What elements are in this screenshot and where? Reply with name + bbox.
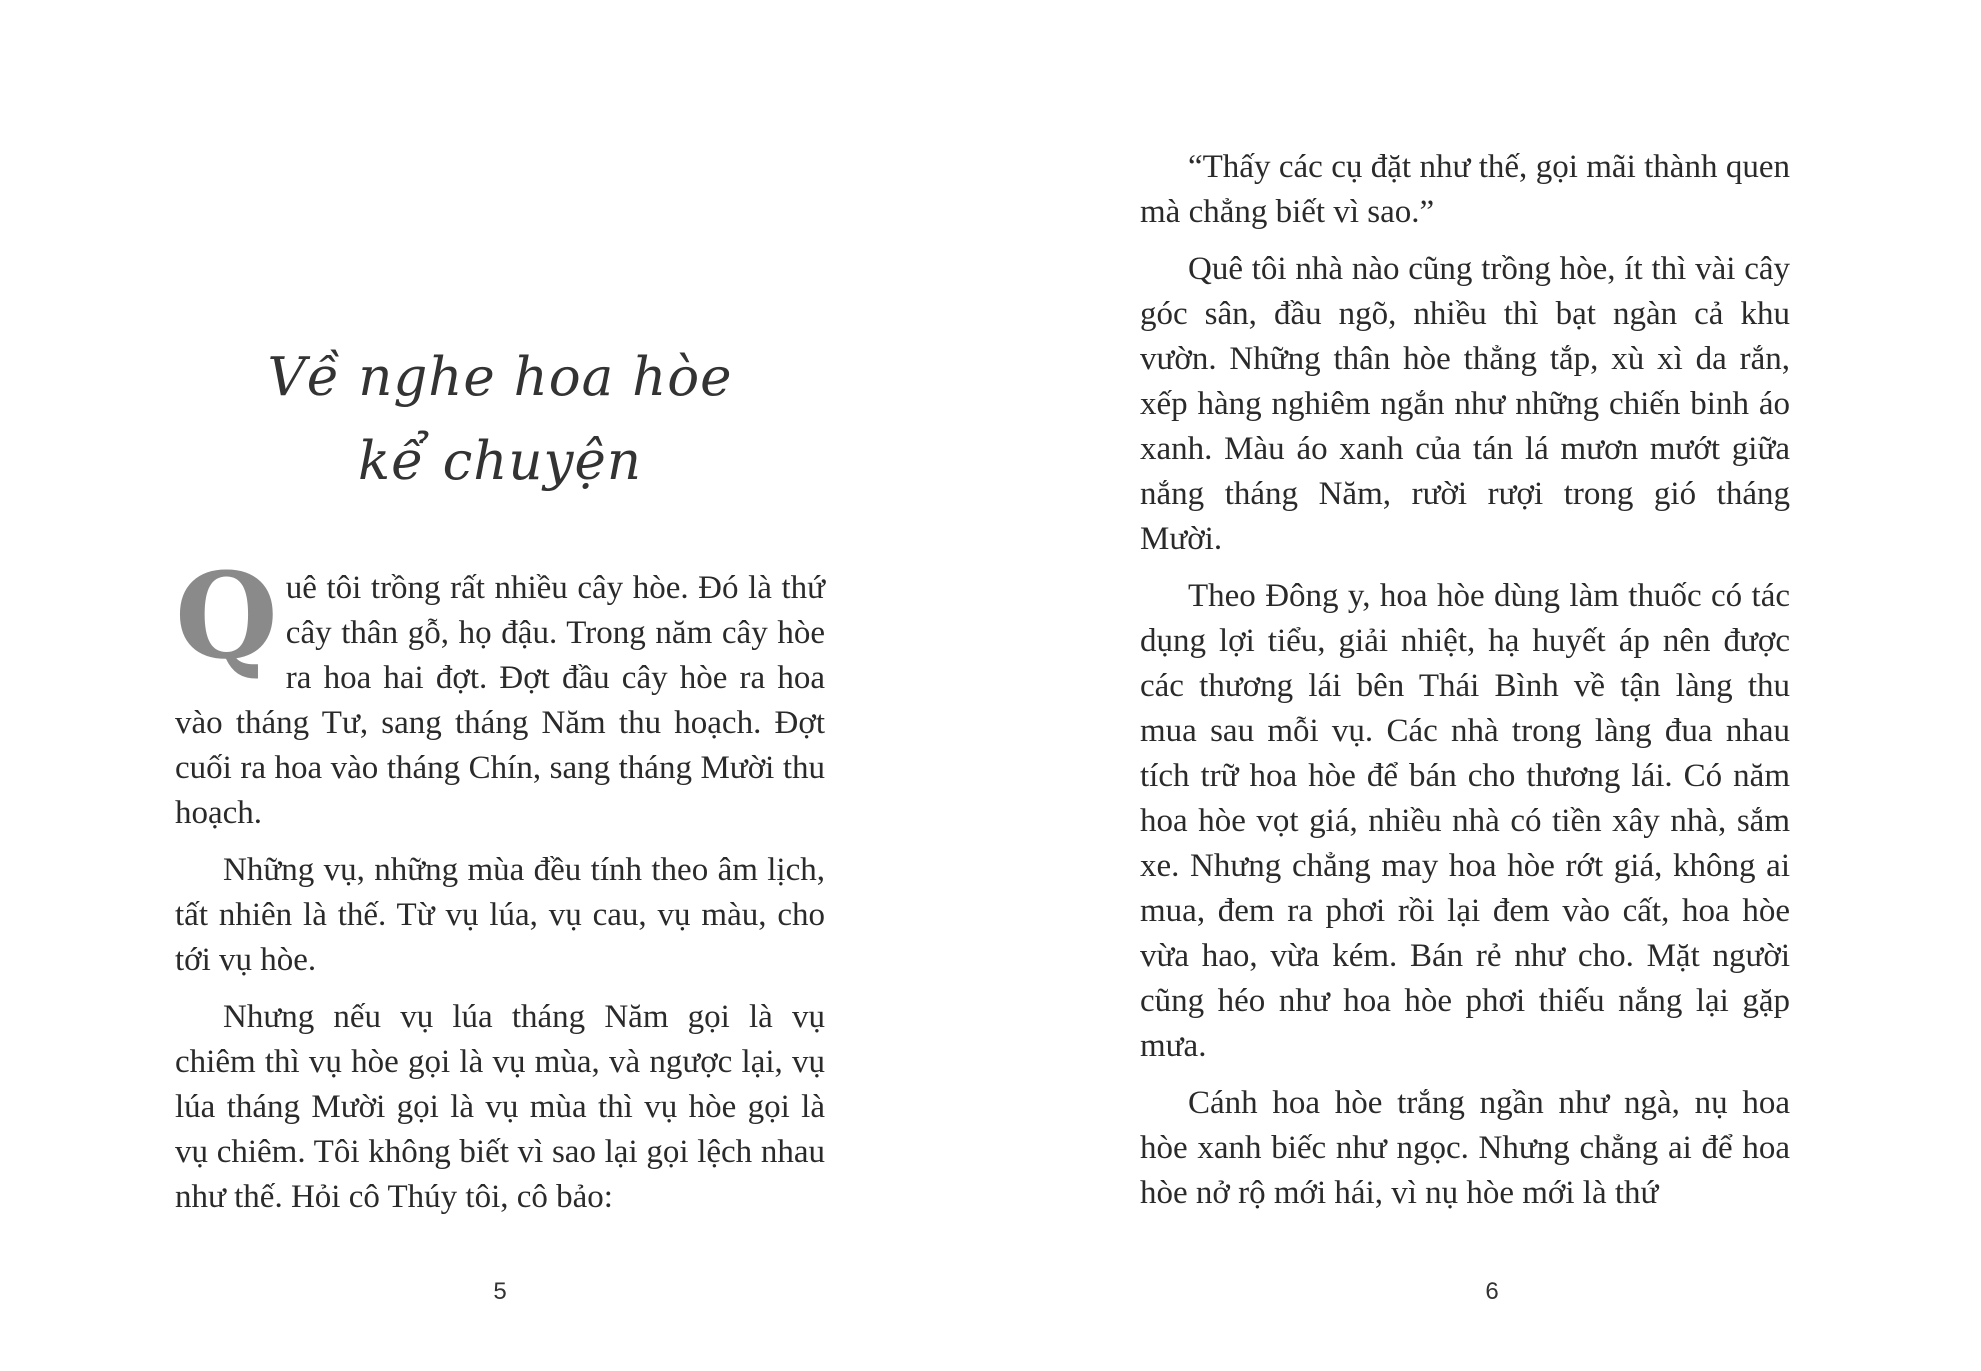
paragraph: Theo Đông y, hoa hòe dùng làm thuốc có tác dụng lợi tiểu, giải nhiệt, hạ huyết áp nên được các thương lái bên Thái Bình về tận làng thu mua sau mỗi vụ. Các nhà trong làng đua nhau tích trữ hoa hòe để bán cho thương lái. Có năm hoa hòe vọt giá, nhiều nhà có tiền xây nhà, sắm xe. Nhưng chẳng may hoa hòe rớt giá, không ai mua, đem ra phơi rồi lại đem vào cất, hoa hòe vừa hao, vừa kém. Bán rẻ như cho. Mặt người cũng héo như hoa hòe phơi thiếu nắng lại gặp mưa.	[1140, 578, 1790, 1064]
paragraph: Những vụ, những mùa đều tính theo âm lịch, tất nhiên là thế. Từ vụ lúa, vụ cau, vụ màu, cho tới vụ hòe.	[175, 852, 825, 978]
paragraph: Cánh hoa hòe trắng ngần như ngà, nụ hoa hòe xanh biếc như ngọc. Nhưng chẳng ai để hoa hòe nở rộ mới hái, vì nụ hòe mới là thứ	[1140, 1085, 1790, 1211]
page-number: 5	[493, 1278, 507, 1305]
left-page-body	[175, 546, 825, 1232]
paragraph	[175, 546, 825, 836]
chapter-title	[240, 336, 760, 504]
left-page	[0, 0, 990, 1371]
paragraph: Nhưng nếu vụ lúa tháng Năm gọi là vụ chiêm thì vụ hòe gọi là vụ mùa, và ngược lại, vụ lúa tháng Mười gọi là vụ mùa thì vụ hòe gọi là vụ chiêm. Tôi không biết vì sao lại gọi lệch nhau như thế. Hỏi cô Thúy tôi, cô bảo:	[175, 999, 825, 1215]
drop-cap: Q	[175, 546, 278, 685]
right-page	[990, 0, 1981, 1371]
page-number: 6	[1485, 1278, 1499, 1305]
paragraph: Quê tôi nhà nào cũng trồng hòe, ít thì vài cây góc sân, đầu ngõ, nhiều thì bạt ngàn cả khu vườn. Những thân hòe thẳng tắp, xù xì da rắn, xếp hàng nghiêm ngắn như những chiến binh áo xanh. Màu áo xanh của tán lá mươn mướt giữa nắng tháng Năm, rười rượi trong gió tháng Mười.	[1140, 251, 1790, 557]
right-page-body	[1140, 145, 1790, 1228]
paragraph-text: uê tôi trồng rất nhiều cây hòe. Đó là thứ cây thân gỗ, họ đậu. Trong năm cây hòe ra hoa hai đợt. Đợt đầu cây hòe ra hoa vào tháng Tư, sang tháng Năm thu hoạch. Đợt cuối ra hoa vào tháng Chín, sang tháng Mười thu hoạch.	[175, 570, 825, 831]
chapter-title-line-2: kể chuyện	[358, 430, 642, 492]
chapter-title-line-1: Về nghe hoa hòe	[267, 346, 733, 408]
paragraph: “Thấy các cụ đặt như thế, gọi mãi thành quen mà chẳng biết vì sao.”	[1140, 149, 1790, 230]
